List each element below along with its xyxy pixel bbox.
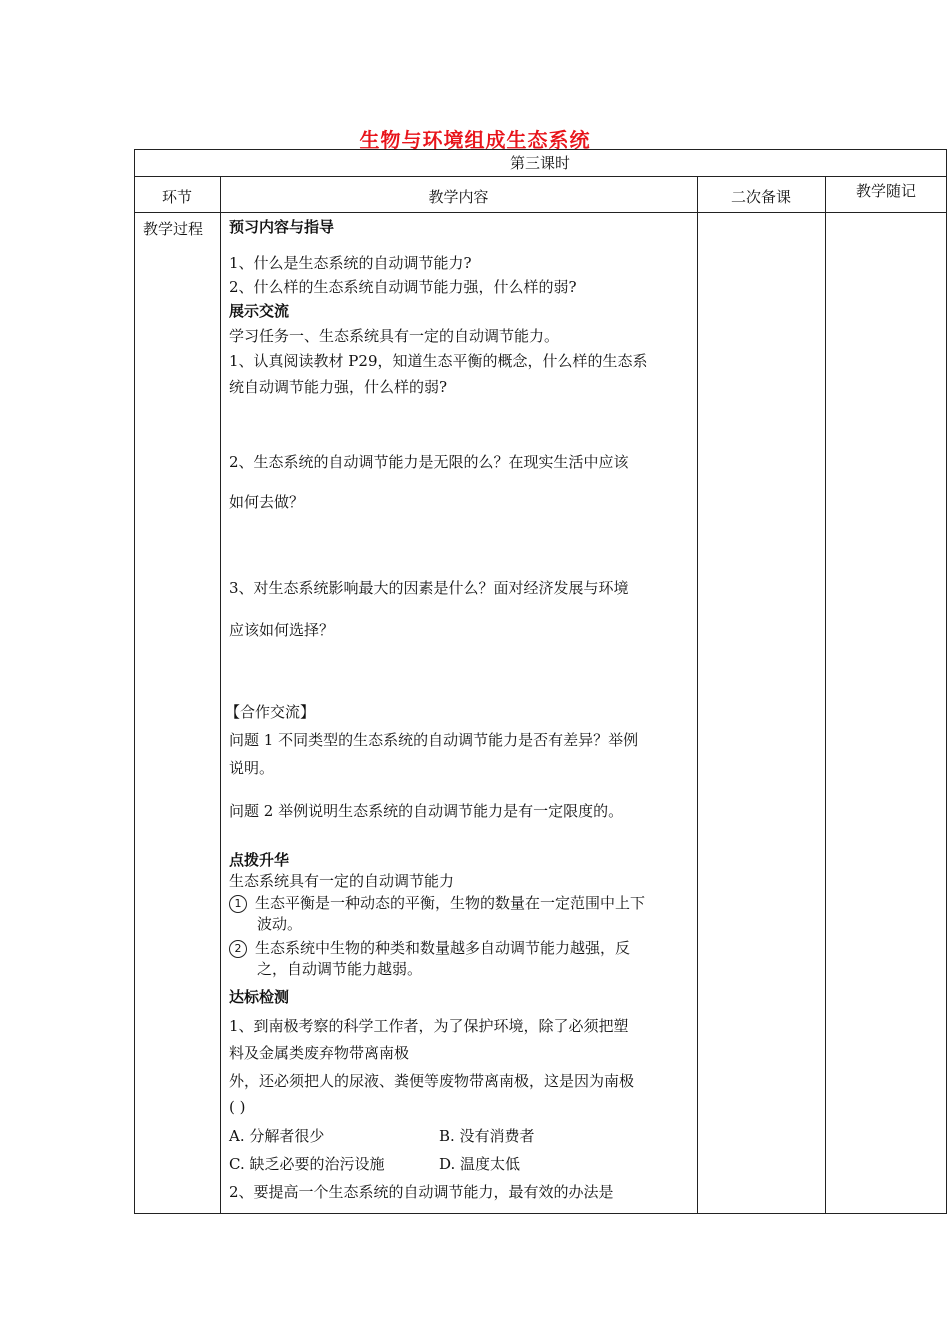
preview-question: 2、什么样的生态系统自动调节能力强，什么样的弱? <box>229 278 577 296</box>
circled-number: 2 <box>229 940 247 958</box>
test-option: D. 温度太低 <box>439 1155 521 1173</box>
col-divider <box>220 176 221 1214</box>
header-content: 教学内容 <box>428 188 489 206</box>
show-heading: 展示交流 <box>229 302 290 320</box>
task-title: 学习任务一、生态系统具有一定的自动调节能力。 <box>229 327 560 345</box>
header-second-prep: 二次备课 <box>730 188 791 206</box>
task-question: 统自动调节能力强，什么样的弱? <box>229 378 448 396</box>
lesson-subtitle: 第三课时 <box>509 154 570 172</box>
test-question: 料及金属类废弃物带离南极 <box>229 1044 410 1062</box>
question-3: 应该如何选择？ <box>229 621 335 639</box>
summary-point <box>229 938 630 958</box>
question-3: 3、对生态系统影响最大的因素是什么？面对经济发展与环境 <box>229 579 629 597</box>
test-option: C. 缺乏必要的治污设施 <box>229 1155 385 1173</box>
preview-question: 1、什么是生态系统的自动调节能力? <box>229 254 472 272</box>
test-question: 1、到南极考察的科学工作者，为了保护环境，除了必须把塑 <box>229 1017 629 1035</box>
summary-point-text: 生态系统中生物的种类和数量越多自动调节能力越强，反 <box>255 939 631 957</box>
teaching-content <box>225 0 693 1214</box>
test-option: A. 分解者很少 <box>229 1127 325 1145</box>
test-question: 外，还必须把人的尿液、粪便等废物带离南极，这是因为南极 <box>229 1072 635 1090</box>
task-question: 1、认真阅读教材 P29，知道生态平衡的概念，什么样的生态系 <box>229 352 648 370</box>
test-answer-blank: ( ) <box>229 1098 246 1116</box>
coop-heading: 【合作交流】 <box>225 703 316 721</box>
col-divider <box>825 176 826 1214</box>
question-2: 2、生态系统的自动调节能力是无限的么？在现实生活中应该 <box>229 453 629 471</box>
coop-question: 问题 1 不同类型的生态系统的自动调节能力是否有差异？举例 <box>229 731 639 749</box>
test-question: 2、要提高一个生态系统的自动调节能力，最有效的办法是 <box>229 1183 614 1201</box>
header-stage: 环节 <box>161 188 192 206</box>
test-option: B. 没有消费者 <box>439 1127 535 1145</box>
test-heading: 达标检测 <box>229 988 290 1006</box>
col-divider <box>697 176 698 1214</box>
summary-point-cont: 波动。 <box>257 915 303 933</box>
preview-heading: 预习内容与指导 <box>229 218 335 236</box>
header-notes: 教学随记 <box>855 182 916 200</box>
summary-point <box>229 893 645 913</box>
coop-question: 说明。 <box>229 759 275 777</box>
summary-heading: 点拨升华 <box>229 851 290 869</box>
summary-subtitle: 生态系统具有一定的自动调节能力 <box>229 872 455 890</box>
document-title: 生物与环境组成生态系统 <box>359 128 591 152</box>
circled-number: 1 <box>229 895 247 913</box>
summary-point-text: 生态平衡是一种动态的平衡，生物的数量在一定范围中上下 <box>255 894 646 912</box>
coop-question: 问题 2 举例说明生态系统的自动调节能力是有一定限度的。 <box>229 802 624 820</box>
question-2: 如何去做？ <box>229 493 305 511</box>
stage-label: 教学过程 <box>143 220 204 238</box>
summary-point-cont: 之，自动调节能力越弱。 <box>257 960 423 978</box>
